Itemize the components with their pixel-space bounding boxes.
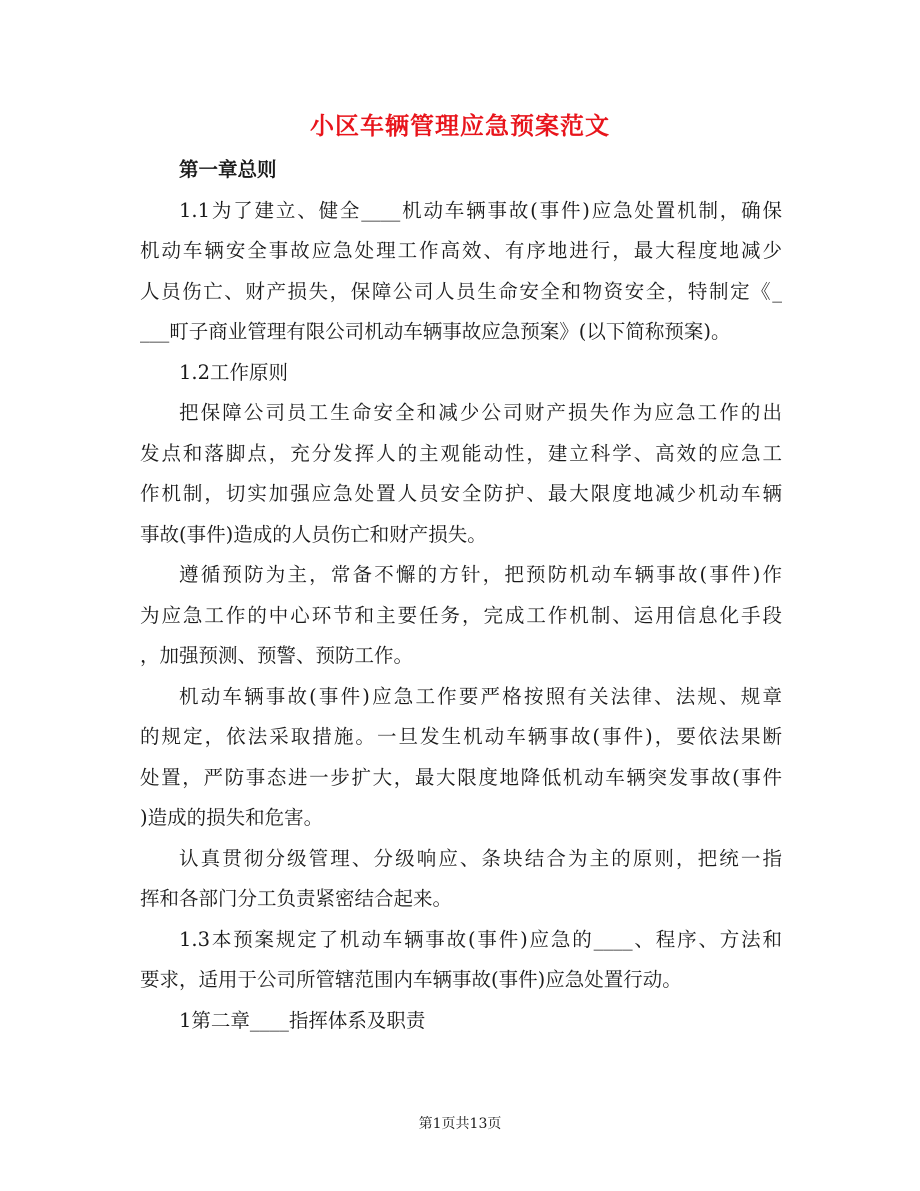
body-line: 1.1为了建立、健全____机动车辆事故(事件)应急处置机制，确保 (179, 198, 782, 222)
body-line: 事故(事件)造成的人员伤亡和财产损失。 (140, 522, 487, 546)
body-line: 发点和落脚点，充分发挥人的主观能动性，建立科学、高效的应急工 (140, 441, 782, 465)
body-line: 1.3本预案规定了机动车辆事故(事件)应急的____、程序、方法和 (179, 927, 782, 951)
body-line: 的规定，依法采取措施。一旦发生机动车辆事故(事件)，要依法果断 (140, 725, 782, 748)
body-line: ___町子商业管理有限公司机动车辆事故应急预案》(以下简称预案)。 (140, 320, 731, 343)
body-line: 1第二章____指挥体系及职责 (179, 1008, 426, 1032)
body-line: 机动车辆安全事故应急处理工作高效、有序地进行，最大程度地减少 (140, 239, 782, 262)
body-line: 要求，适用于公司所管辖范围内车辆事故(事件)应急处置行动。 (140, 968, 682, 991)
chapter-heading: 第一章总则 (179, 158, 277, 181)
body-line: )造成的损失和危害。 (140, 806, 324, 829)
body-line: ，加强预测、预警、预防工作。 (140, 644, 414, 667)
body-line: 为应急工作的中心环节和主要任务，完成工作机制、运用信息化手段 (140, 603, 782, 627)
body-line: 人员伤亡、财产损失，保障公司人员生命安全和物资安全，特制定《_ (140, 279, 782, 303)
page-footer: 第1页共13页 (418, 1116, 502, 1132)
body-line: 挥和各部门分工负责紧密结合起来。 (140, 887, 453, 910)
body-line: 把保障公司员工生命安全和减少公司财产损失作为应急工作的出 (179, 401, 782, 424)
document-body (140, 150, 782, 1041)
body-line: 认真贯彻分级管理、分级响应、条块结合为主的原则，把统一指 (179, 846, 782, 870)
body-line: 作机制，切实加强应急处置人员安全防护、最大限度地减少机动车辆 (140, 482, 782, 505)
document-title: 小区车辆管理应急预案范文 (310, 111, 610, 140)
body-line: 处置，严防事态进一步扩大，最大限度地降低机动车辆突发事故(事件 (140, 765, 782, 789)
body-line: 遵循预防为主，常备不懈的方针，把预防机动车辆事故(事件)作 (179, 563, 782, 586)
body-line: 机动车辆事故(事件)应急工作要严格按照有关法律、法规、规章 (179, 684, 782, 708)
body-line: 1.2工作原则 (179, 360, 289, 384)
